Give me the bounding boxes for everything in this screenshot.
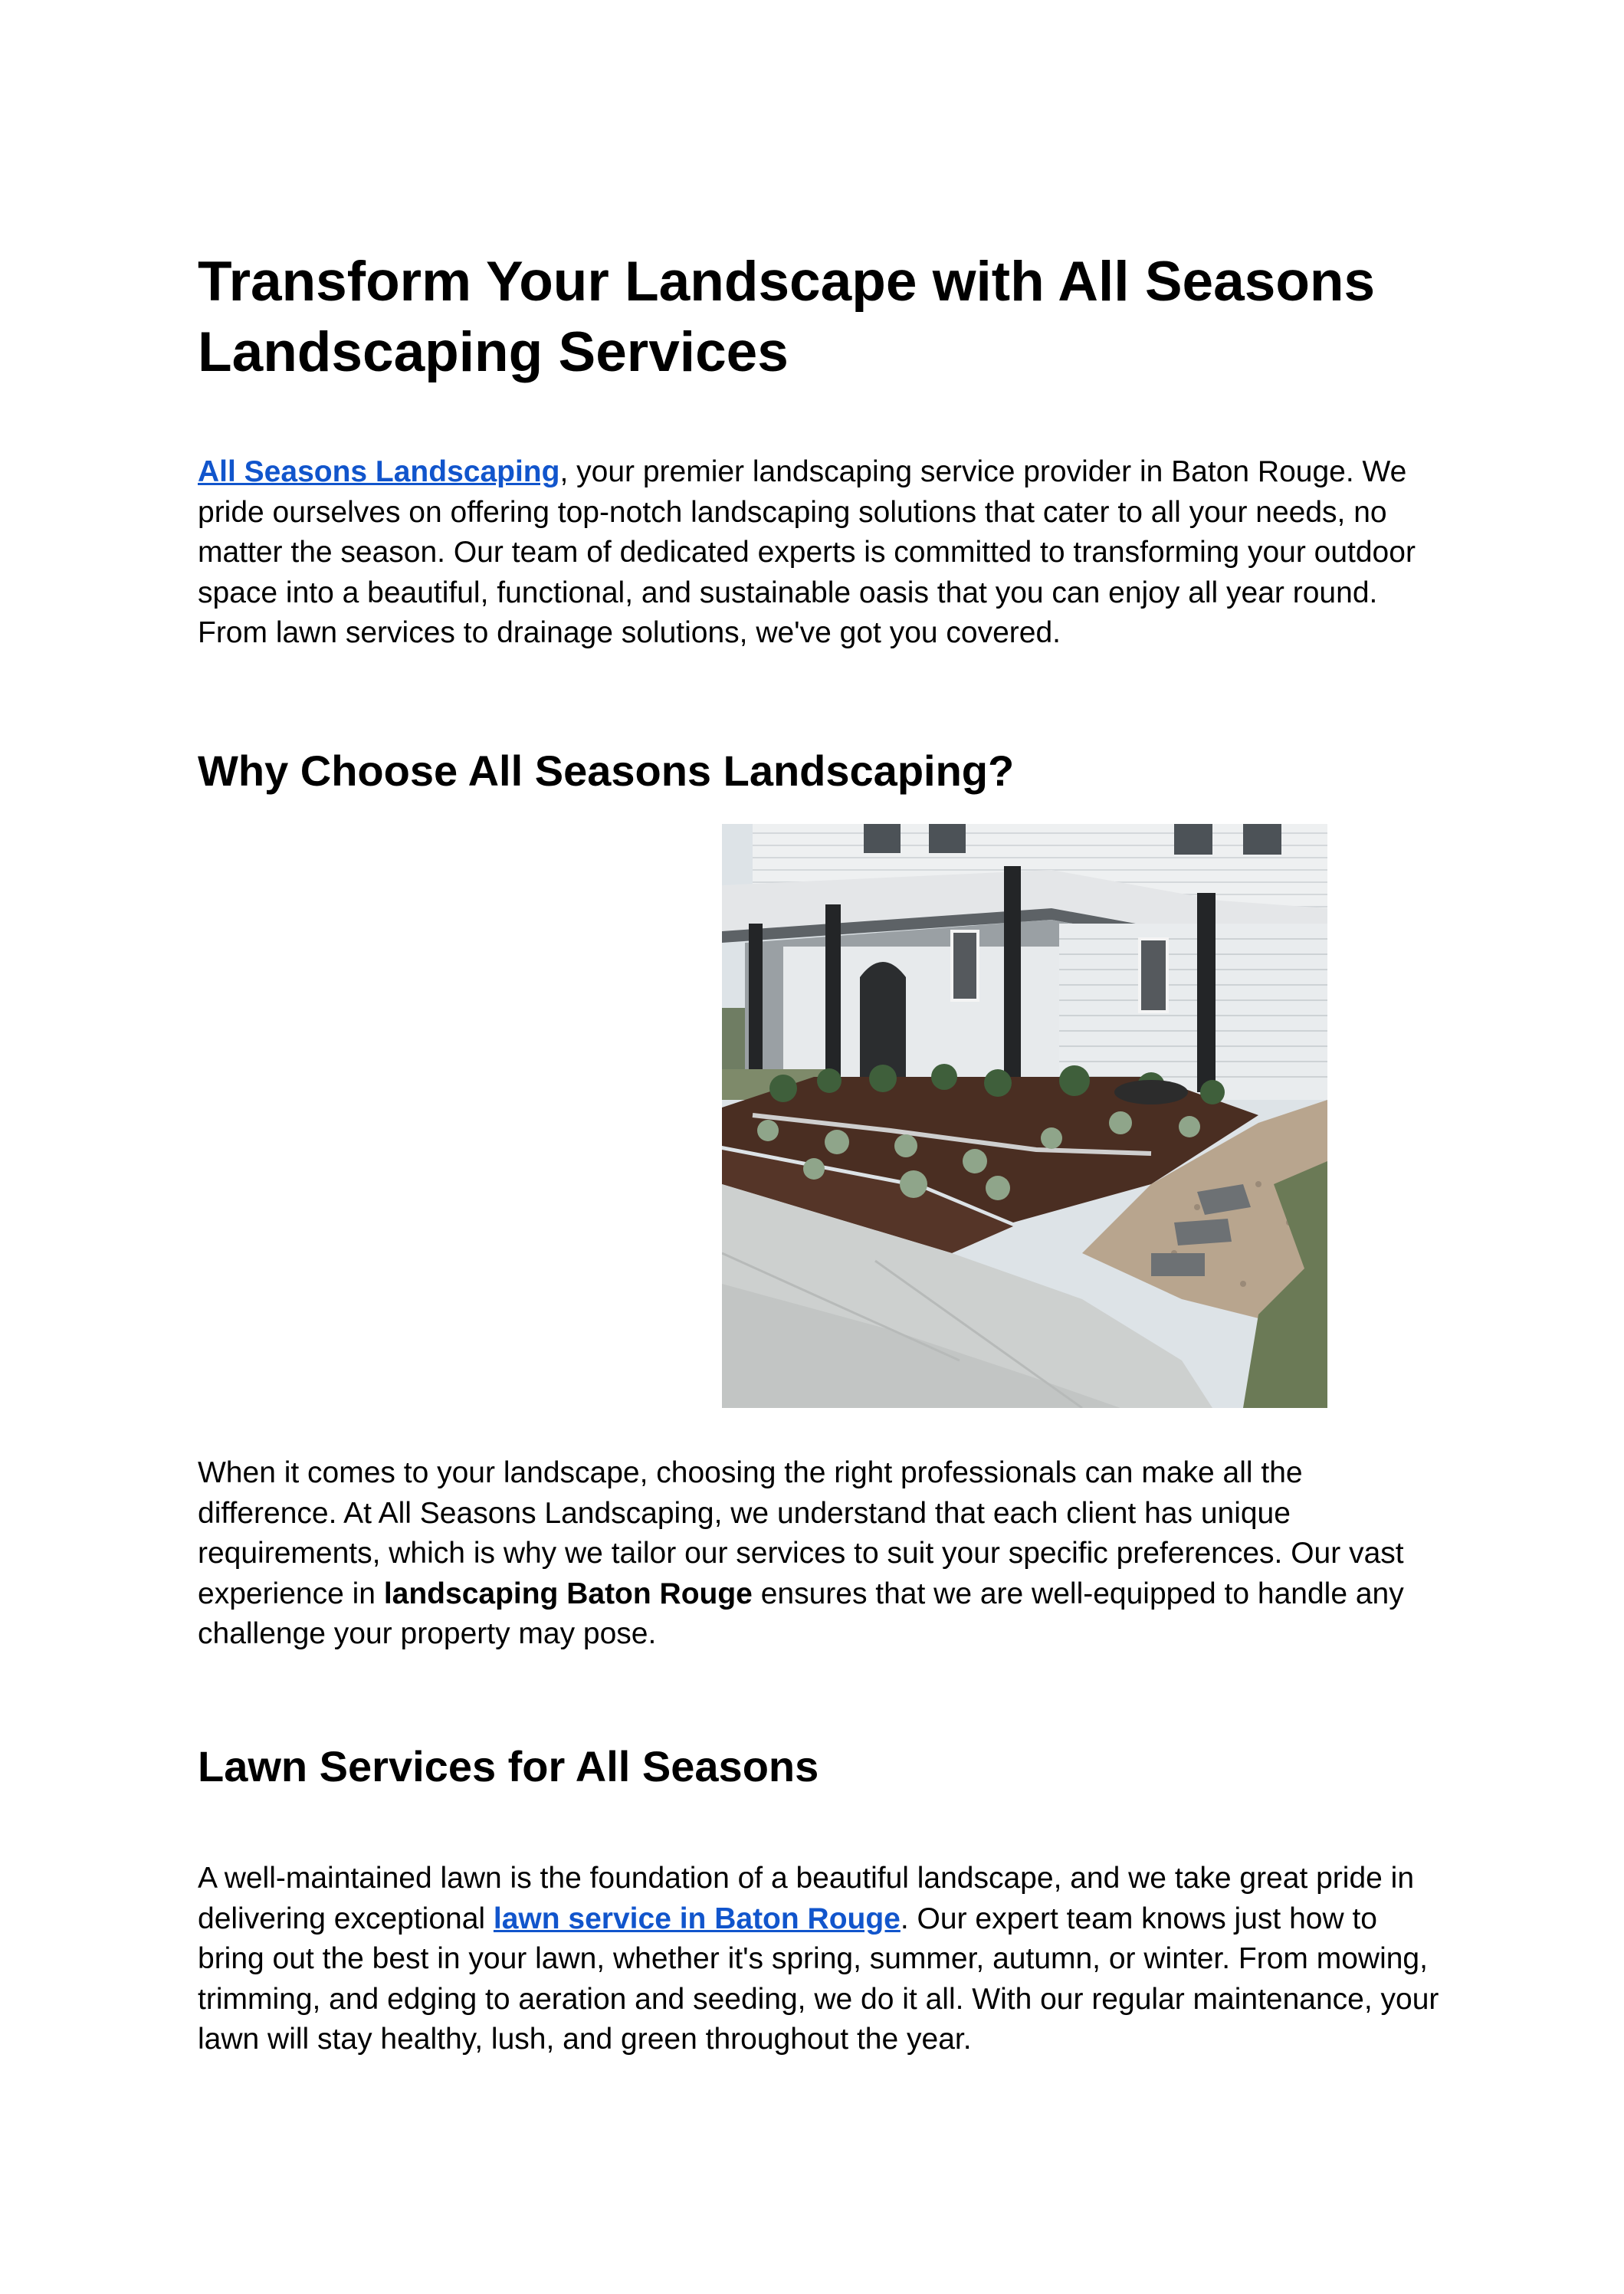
why-text-after: ensures that we are well-equipped to handle any challenge your property may pose. <box>198 1577 1404 1650</box>
intro-paragraph <box>198 452 1439 654</box>
page-title: Transform Your Landscape with All Seasons Landscaping Services <box>198 251 1376 383</box>
all-seasons-landscaping-link[interactable]: All Seasons Landscaping <box>198 455 560 488</box>
lawn-services-heading: Lawn Services for All Seasons <box>198 1742 819 1790</box>
why-choose-heading: Why Choose All Seasons Landscaping? <box>198 747 1015 795</box>
landscaped-house-photo <box>722 824 1327 1408</box>
intro-text: , your premier landscaping service provider in Baton Rouge. We pride ourselves on offering top-notch landscaping solutions that cater to all your needs, no matter the season. Our team of dedicated experts is committed to transforming your outdoor space into a beautiful, functional, and sustainable oasis that you can enjoy all year round. From lawn services to drainage solutions, we've got you covered. <box>198 455 1416 649</box>
why-choose-paragraph <box>198 1453 1439 1655</box>
lawn-services-paragraph <box>198 1859 1439 2060</box>
lawn-text-before: A well-maintained lawn is the foundation of a beautiful landscape, and we take great pride in delivering exceptional <box>198 1862 1415 1935</box>
why-text-before: When it comes to your landscape, choosing the right professionals can make all the difference. At All Seasons Landscaping, we understand that each client has unique requirements, which is why we tailor our services to suit your specific preferences. Our vast experience in <box>198 1456 1404 1610</box>
lawn-service-link[interactable]: lawn service in Baton Rouge <box>493 1902 901 1935</box>
why-bold-keyword: landscaping Baton Rouge <box>383 1577 753 1610</box>
lawn-text-after: . Our expert team knows just how to bring out the best in your lawn, whether it's spring, summer, autumn, or winter. From mowing, trimming, and edging to aeration and seeding, we do it all. With our regular maintenance, your lawn will stay healthy, lush, and green throughout the year. <box>198 1902 1439 2056</box>
